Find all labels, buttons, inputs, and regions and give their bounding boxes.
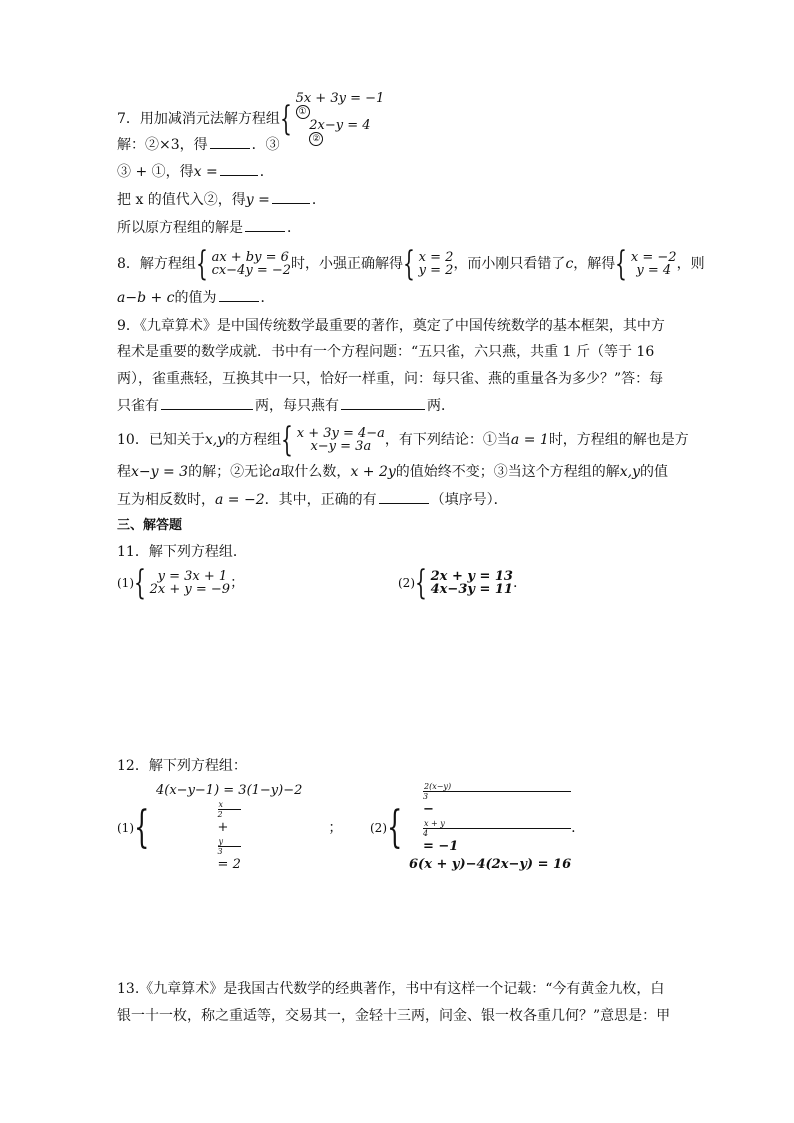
answer-blank[interactable] xyxy=(245,217,285,232)
q10-line3-eq: a = −2 xyxy=(215,492,265,508)
fraction-numerator: x + y xyxy=(423,819,571,829)
q11-p2-end: . xyxy=(512,575,518,591)
fraction xyxy=(218,837,241,856)
q11-p1-eq2: 2x + y = −9 xyxy=(149,582,231,597)
q10-line2-a-var: a xyxy=(272,464,281,480)
fraction-denominator: 4 xyxy=(423,829,429,838)
q12-p1-end: ； xyxy=(328,820,343,836)
q8-line1 xyxy=(117,244,705,284)
q10-line2 xyxy=(117,461,668,483)
q10-line2-d: 的值始终不变；③当这个方程组的解 xyxy=(395,464,620,480)
section-heading: 三、解答题 xyxy=(117,518,183,533)
q8-text3: ，解得 xyxy=(573,256,616,272)
q13-line1: 13.《九章算术》是我国古代数学的经典著作，书中有这样一个记载：“今有黄金九枚，白 xyxy=(117,981,665,997)
q7-step2-end: ． xyxy=(259,164,274,180)
answer-blank[interactable] xyxy=(219,287,259,302)
q11-p2-label: (2) xyxy=(398,576,415,590)
q7-intro: 7．用加减消元法解方程组 xyxy=(117,111,280,127)
q10-sys-eq2: x−y = 3a xyxy=(310,439,372,454)
q8-line2-end: ． xyxy=(260,290,275,306)
q12-part1 xyxy=(117,782,342,874)
q8-solution2: { x = −2 y = 4 xyxy=(615,244,677,284)
q7-step1-end: ．③ xyxy=(251,137,280,153)
fraction-denominator: 2 xyxy=(217,810,223,819)
q12-p2-eq2: 6(x + y)−4(2x−y) = 16 xyxy=(409,857,572,872)
q10-line2-vars: x,y xyxy=(619,464,641,480)
q10-intro: 10．已知关于 xyxy=(117,432,205,448)
q12-p2-label: (2) xyxy=(370,821,387,835)
fraction-numerator: 2(x−y) xyxy=(423,782,571,792)
q10-line3-b: ．其中，正确的有 xyxy=(264,492,377,508)
q11-p1-eq1: y = 3x + 1 xyxy=(157,569,228,584)
q8-solution1: { x = 2 y = 2 xyxy=(403,244,454,284)
q12-part2 xyxy=(370,782,576,874)
q7-step4-text: 所以原方程组的解是 xyxy=(117,220,243,236)
q10-line3-c: （填序号）． xyxy=(430,492,508,508)
q11-title: 11．解下列方程组． xyxy=(117,544,247,560)
q10-line3-a: 互为相反数时， xyxy=(117,492,215,508)
q12-p1-eq2 xyxy=(218,800,241,874)
q10-line2-b: 的解；②无论 xyxy=(188,464,273,480)
q12-p1-rhs: = 2 xyxy=(217,857,241,872)
q7-step3-end: ． xyxy=(311,192,326,208)
q10-sys-eq1: x + 3y = 4−a xyxy=(296,426,385,441)
fraction-numerator: y xyxy=(218,837,241,847)
q8-text4: ，则 xyxy=(676,256,705,272)
answer-blank[interactable] xyxy=(272,189,310,204)
fraction xyxy=(423,782,571,801)
q10-line1 xyxy=(117,420,689,460)
q7-step3 xyxy=(117,189,326,211)
q12-p2-eq1 xyxy=(409,782,571,856)
q7-step3-text: 把 x 的值代入②，得 xyxy=(117,192,246,208)
q11-p2-system: { 2x + y = 13 4x−3y = 11 xyxy=(415,563,513,603)
answer-blank[interactable] xyxy=(220,161,258,176)
q8-text1: 时，小强正确解得 xyxy=(291,256,404,272)
q10-line2-c: 取什么数， xyxy=(280,464,351,480)
q9-line4-b: 两，每只燕有 xyxy=(255,398,339,414)
q10-line2-expr: x + 2y xyxy=(350,464,396,480)
q11-p2-eq2: 4x−3y = 11 xyxy=(430,582,513,597)
circle-1-icon: ① xyxy=(296,105,310,119)
q8-sys-eq2: cx−4y = −2 xyxy=(211,263,292,278)
q7-step4 xyxy=(117,217,301,239)
q9-line4-a: 只雀有 xyxy=(117,398,159,414)
q12-p2-rhs: = −1 xyxy=(423,839,459,854)
q12-p1-label: (1) xyxy=(117,821,134,835)
q12-p2-system: { 2(x−y) 3 − x + y 4 = −1 6(x + y)−4(2x−y) = 16 xyxy=(387,782,572,872)
q10-line2-eq: x−y = 3 xyxy=(131,464,189,480)
q12-p1-eq1: 4(x−y−1) = 3(1−y)−2 xyxy=(156,783,303,798)
q9-line4-c: 两． xyxy=(427,398,455,414)
q8-sol2-eq1: x = −2 xyxy=(630,250,677,265)
q8-sol1-eq2: y = 2 xyxy=(418,263,454,278)
q8-c-var: c xyxy=(565,256,574,272)
q11-p1-system: { y = 3x + 1 2x + y = −9 xyxy=(134,563,231,603)
q12-p2-end: . xyxy=(571,820,576,836)
q11-p1-end: ； xyxy=(230,575,245,591)
fraction-denominator: 3 xyxy=(217,847,223,856)
q9-line1: 9．《九章算术》是中国传统数学最重要的著作，奠定了中国传统数学的基本框架，其中方 xyxy=(117,318,665,334)
q7-step4-end: ． xyxy=(287,220,301,236)
q9-line2: 程术是重要的数学成就．书中有一个方程问题：“五只雀，六只燕，共重 1 斤（等于 16 xyxy=(117,344,655,360)
q10-line3 xyxy=(117,489,508,511)
q7-eq1: 5x + 3y = −1 xyxy=(295,91,385,106)
q8-line2 xyxy=(117,287,275,309)
q7-step2-text: ③ + ①，得 xyxy=(117,164,194,180)
q12-title: 12．解下列方程组： xyxy=(117,758,247,774)
answer-blank[interactable] xyxy=(341,395,425,410)
q7-step1-text: 解：②×3，得 xyxy=(117,137,208,153)
q10-system: { x + 3y = 4−a x−y = 3a xyxy=(281,420,385,460)
q7-step2-var: x = xyxy=(193,164,218,180)
q11-part2 xyxy=(398,563,518,603)
q7-system: { 5x + 3y = −1 ① 2x−y = 4 ② xyxy=(279,91,385,144)
answer-blank[interactable] xyxy=(379,489,429,504)
fraction xyxy=(218,800,241,819)
q10-text2: 时，方程组的解也是方 xyxy=(548,432,689,448)
q8-system: { ax + by = 6 cx−4y = −2 xyxy=(195,244,292,284)
q11-p2-eq1: 2x + y = 13 xyxy=(430,569,513,584)
q7-step3-var: y = xyxy=(245,192,270,208)
q8-sys-eq1: ax + by = 6 xyxy=(211,250,289,265)
q12-p1-system: { 4(x−y−1) = 3(1−y)−2 x 2 + y 3 = 2 xyxy=(134,783,303,872)
q11-p1-label: (1) xyxy=(117,576,134,590)
q7-step2 xyxy=(117,161,274,183)
answer-blank[interactable] xyxy=(210,134,250,149)
q7-step1 xyxy=(117,134,280,156)
q8-expr: a−b + c xyxy=(117,290,175,306)
q10-line2-e: 的值 xyxy=(640,464,669,480)
q8-line2-text: 的值为 xyxy=(174,290,217,306)
circle-2-icon: ② xyxy=(309,132,323,146)
q10-intro2: 的方程组 xyxy=(225,432,282,448)
plus-sign: + xyxy=(217,820,229,835)
q7-eq2: 2x−y = 4 xyxy=(309,118,371,133)
q13-line2: 银一十一枚，称之重适等，交易其一，金轻十三两，问金、银一枚各重几何？”意思是：甲 xyxy=(117,1008,671,1024)
q8-sol1-eq1: x = 2 xyxy=(418,250,454,265)
q9-line4 xyxy=(117,395,455,417)
q10-vars: x,y xyxy=(204,432,226,448)
q11-part1 xyxy=(117,563,245,603)
q10-line2-a: 程 xyxy=(117,464,131,480)
minus-sign: − xyxy=(423,802,434,817)
q10-cond1: a = 1 xyxy=(510,432,549,448)
q10-text1: ，有下列结论：①当 xyxy=(384,432,511,448)
q8-sol2-eq2: y = 4 xyxy=(636,263,672,278)
fraction xyxy=(423,819,571,838)
fraction-denominator: 3 xyxy=(423,792,429,801)
fraction-numerator: x xyxy=(218,800,241,810)
q8-intro: 8．解方程组 xyxy=(117,256,196,272)
answer-blank[interactable] xyxy=(161,395,253,410)
q8-text2: ，而小刚只看错了 xyxy=(453,256,566,272)
q9-line3: 两），雀重燕轻，互换其中一只，恰好一样重，问：每只雀、燕的重量各为多少？”答：每 xyxy=(117,371,664,387)
